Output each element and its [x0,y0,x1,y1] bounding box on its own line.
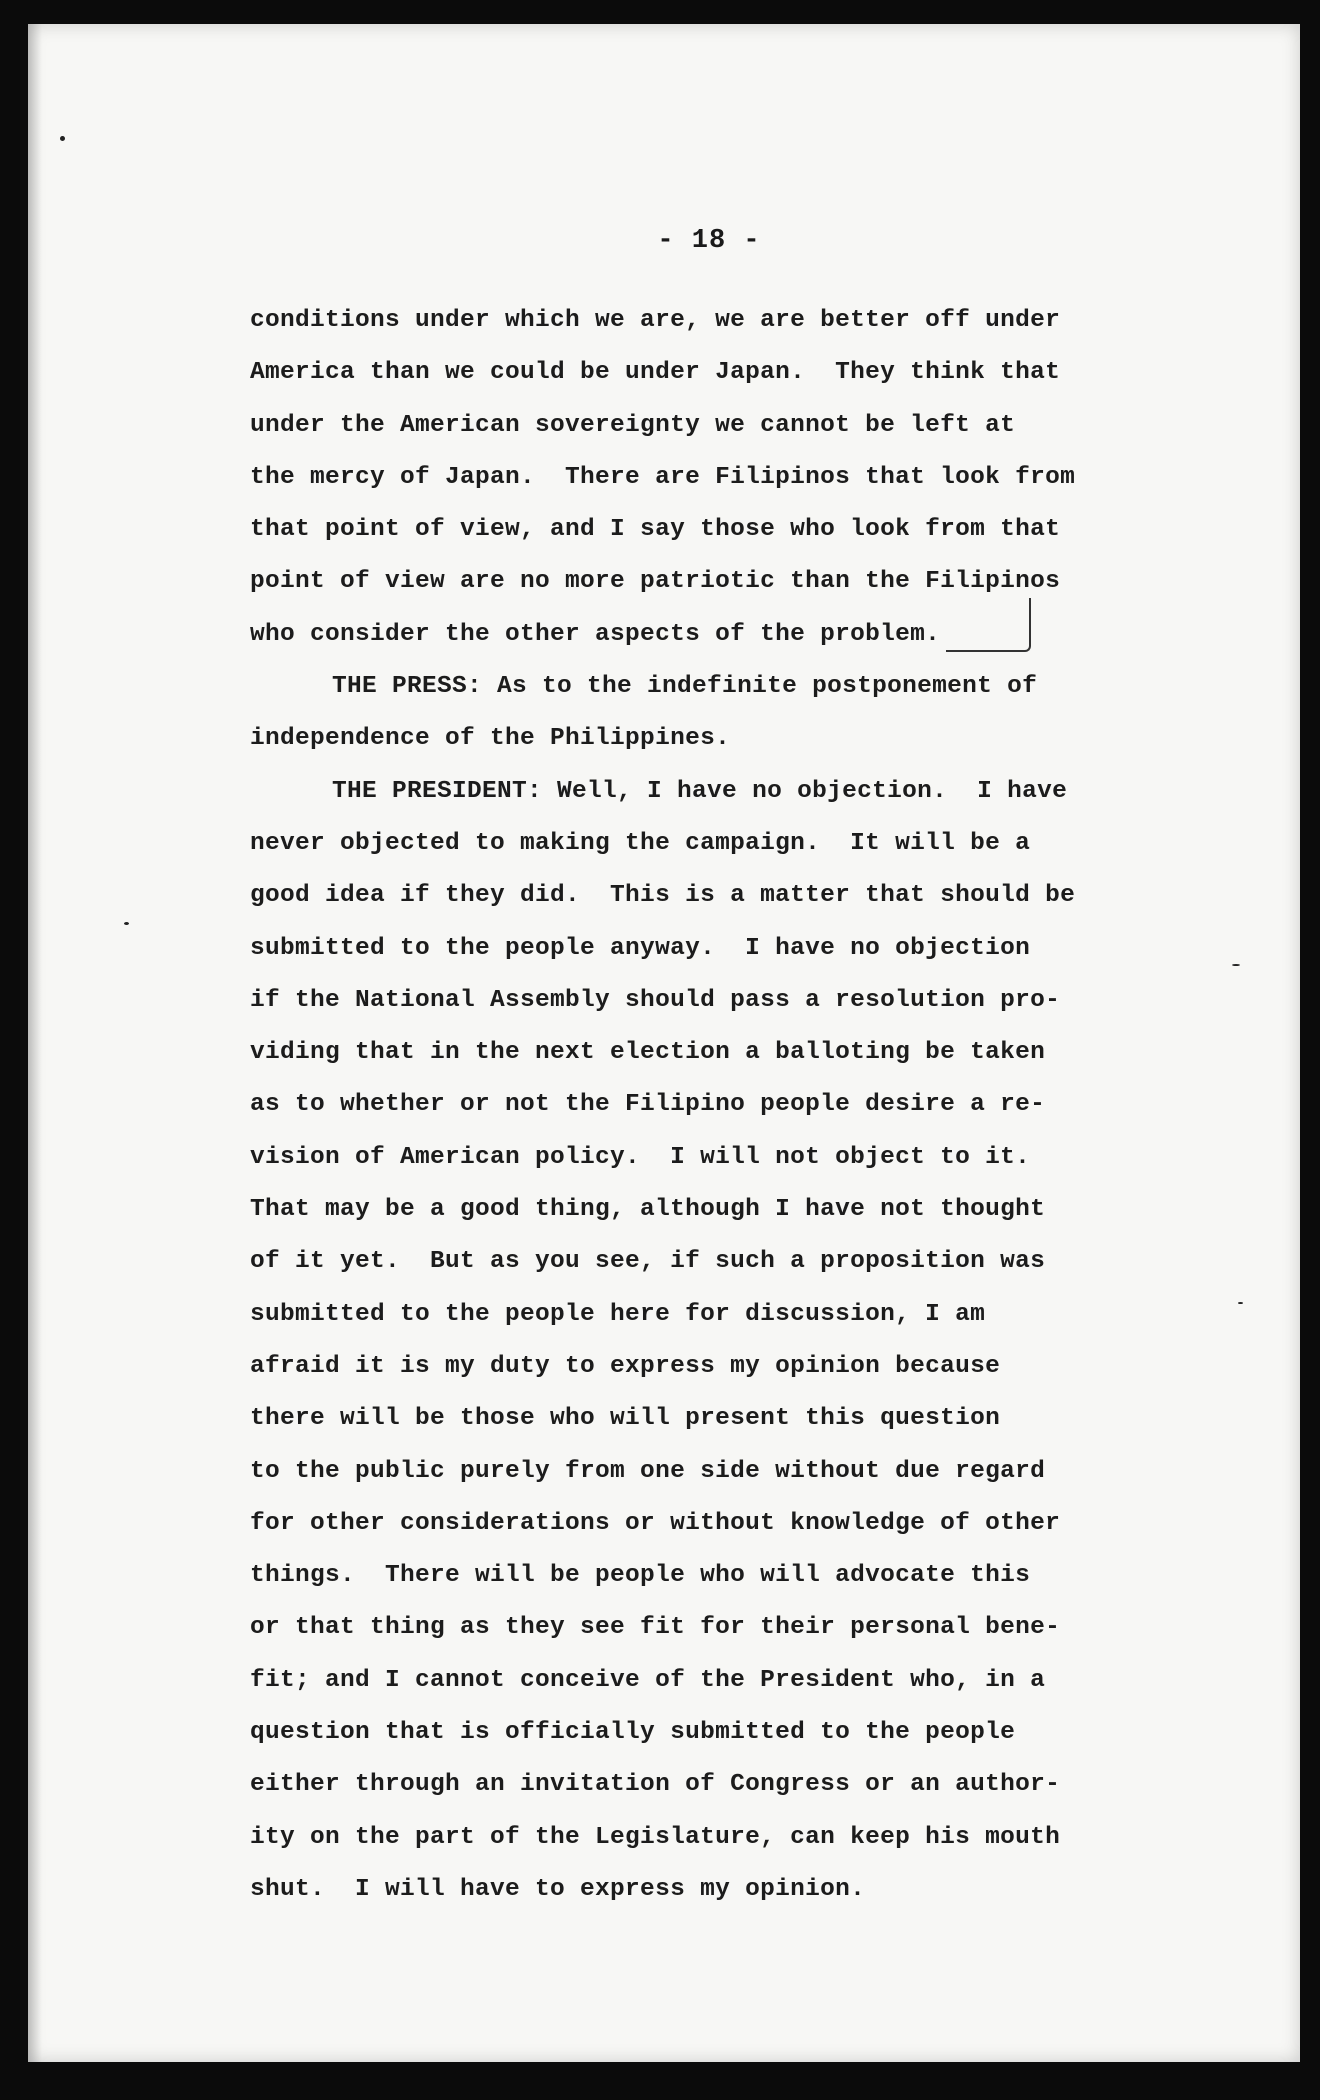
text-line: of it yet. But as you see, if such a proposition was [250,1248,1046,1276]
text-line: America than we could be under Japan. They think that [250,359,1061,387]
text-line: conditions under which we are, we are better off under [250,307,1061,334]
text-line: under the American sovereignty we cannot be left at [250,411,1016,439]
text-line: submitted to the people here for discussion, I am [250,1300,986,1328]
text-line: THE PRESS: As to the indefinite postponement of [332,673,1038,701]
ink-speck [60,136,65,141]
text-line: point of view are no more patriotic than the Filipinos [250,568,1061,596]
text-line: never objected to making the campaign. It will be a [250,829,1031,857]
text-line: who consider the other aspects of the problem. [250,620,941,648]
text-line: fit; and I cannot conceive of the President who, in a [250,1666,1046,1694]
text-line: if the National Assembly should pass a resolution pro- [250,986,1061,1014]
text-line: good idea if they did. This is a matter that should be [250,882,1076,910]
text-line: independence of the Philippines. [250,725,731,753]
text-line: submitted to the people anyway. I have no objection [250,934,1031,962]
document-body [250,295,1150,1916]
text-line: question that is officially submitted to the people [250,1719,1016,1747]
text-line: that point of view, and I say those who look from that [250,516,1061,544]
page-number: - 18 - [657,226,761,256]
text-line: shut. I will have to express my opinion. [250,1875,866,1903]
text-line: for other considerations or without knowledge of other [250,1509,1061,1537]
text-line: either through an invitation of Congress or an author- [250,1771,1061,1799]
text-line: THE PRESIDENT: Well, I have no objection. I have [332,777,1068,805]
text-line: ity on the part of the Legislature, can keep his mouth [250,1823,1061,1851]
text-line: there will be those who will present this question [250,1405,1001,1433]
ink-speck [1232,964,1240,966]
text-line: to the public purely from one side without due regard [250,1457,1046,1485]
ink-speck [1238,1302,1243,1304]
handwritten-bracket-mark [1015,598,1031,652]
text-line: afraid it is my duty to express my opinion because [250,1352,1001,1380]
ink-speck [124,922,129,925]
text-line: things. There will be people who will advocate this [250,1562,1031,1590]
text-line: as to whether or not the Filipino people desire a re- [250,1091,1046,1119]
text-line: the mercy of Japan. There are Filipinos that look from [250,463,1076,491]
text-line: vision of American policy. I will not object to it. [250,1143,1031,1171]
handwritten-underline-mark [946,650,1018,652]
text-line: viding that in the next election a balloting be taken [250,1039,1046,1067]
text-line: or that thing as they see fit for their personal bene- [250,1614,1061,1642]
text-line: That may be a good thing, although I have not thought [250,1196,1046,1224]
